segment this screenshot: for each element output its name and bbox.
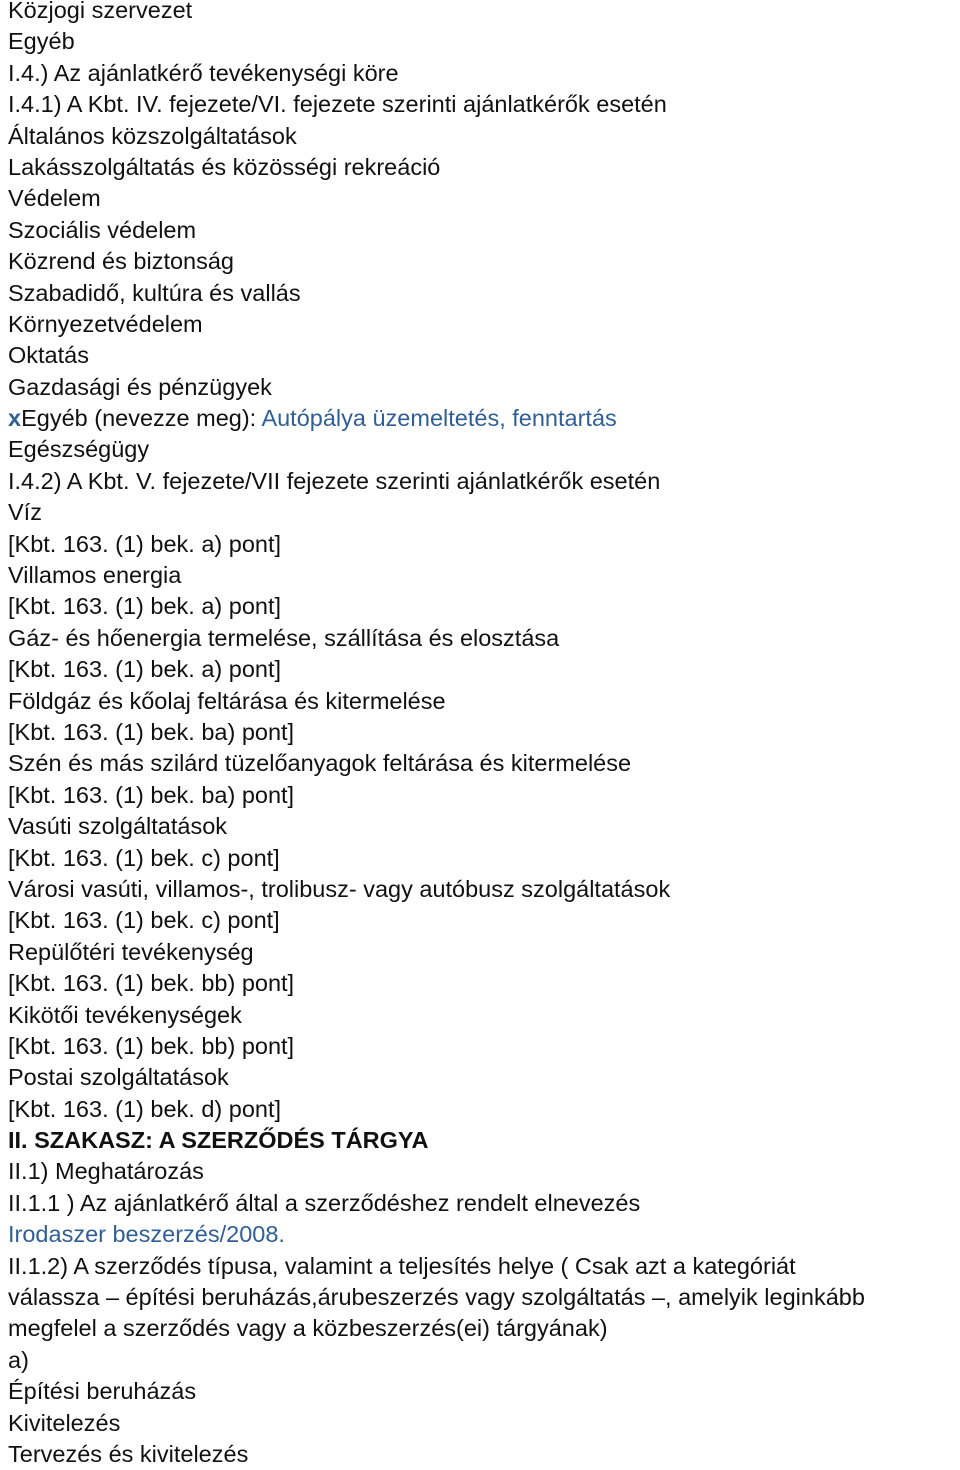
contract-name-label: II.1.1 ) Az ajánlatkérő által a szerződéshez rendelt elnevezés — [8, 1189, 641, 1216]
text-line: Építési beruházás — [8, 1378, 197, 1405]
text-line: Kivitelezés — [8, 1409, 121, 1436]
text-line: [Kbt. 163. (1) bek. a) pont] — [8, 593, 282, 620]
text-line: Földgáz és kőolaj feltárása és kitermelése — [8, 687, 446, 714]
text-line: Általános közszolgáltatások — [8, 122, 297, 149]
text-line: Vasúti szolgáltatások — [8, 813, 228, 840]
text-line: [Kbt. 163. (1) bek. c) pont] — [8, 907, 280, 934]
contract-name-value: Irodaszer beszerzés/2008. — [8, 1221, 285, 1248]
text-line: Lakásszolgáltatás és közösségi rekreáció — [8, 153, 441, 180]
egyeb-label: Egyéb (nevezze meg): — [21, 405, 262, 432]
text-line: Egészségügy — [8, 436, 150, 463]
text-line: Közrend és biztonság — [8, 248, 235, 275]
text-line: Oktatás — [8, 342, 89, 369]
text-line: Villamos energia — [8, 562, 182, 589]
text-line: Egyéb — [8, 28, 75, 55]
document-page — [8, 0, 960, 1470]
text-line: Szabadidő, kultúra és vallás — [8, 279, 301, 306]
text-line: I.4.2) A Kbt. V. fejezete/VII fejezete szerinti ajánlatkérők esetén — [8, 467, 661, 494]
text-line: Víz — [8, 499, 42, 526]
activity-list-utilities — [8, 434, 960, 1125]
text-line: Tervezés és kivitelezés — [8, 1440, 249, 1467]
text-line: Környezetvédelem — [8, 310, 203, 337]
text-line: Repülőtéri tevékenység — [8, 938, 254, 965]
text-line: I.4.) Az ajánlatkérő tevékenységi köre — [8, 59, 399, 86]
text-line: Postai szolgáltatások — [8, 1064, 229, 1091]
text-line: [Kbt. 163. (1) bek. d) pont] — [8, 1095, 282, 1122]
text-line: Gáz- és hőenergia termelése, szállítása és elosztása — [8, 624, 560, 651]
text-line: Közjogi szervezet — [8, 0, 193, 23]
text-line: [Kbt. 163. (1) bek. bb) pont] — [8, 1032, 295, 1059]
contract-type-block — [8, 1251, 960, 1470]
text-line: I.4.1) A Kbt. IV. fejezete/VI. fejezete szerinti ajánlatkérők esetén — [8, 91, 667, 118]
egyeb-line — [8, 403, 960, 434]
text-line: Városi vasúti, villamos-, trolibusz- vagy autóbusz szolgáltatások — [8, 875, 671, 902]
subsection-title: II.1) Meghatározás — [8, 1158, 204, 1185]
text-line: válassza – építési beruházás,árubeszerzés vagy szolgáltatás –, amelyik leginkább — [8, 1284, 865, 1311]
text-line: Szociális védelem — [8, 216, 197, 243]
text-line: megfelel a szerződés vagy a közbeszerzés(ei) tárgyának) — [8, 1315, 608, 1342]
text-line: [Kbt. 163. (1) bek. ba) pont] — [8, 718, 295, 745]
checked-mark: x — [8, 405, 22, 432]
text-line: Szén és más szilárd tüzelőanyagok feltárása és kitermelése — [8, 750, 632, 777]
section-heading: II. SZAKASZ: A SZERZŐDÉS TÁRGYA — [8, 1127, 429, 1154]
text-line: Védelem — [8, 185, 101, 212]
text-line: [Kbt. 163. (1) bek. c) pont] — [8, 844, 280, 871]
text-line: Gazdasági és pénzügyek — [8, 373, 272, 400]
text-line: [Kbt. 163. (1) bek. a) pont] — [8, 656, 282, 683]
activity-list-general — [8, 0, 960, 403]
text-line: [Kbt. 163. (1) bek. a) pont] — [8, 530, 282, 557]
text-line: [Kbt. 163. (1) bek. ba) pont] — [8, 781, 295, 808]
text-line: [Kbt. 163. (1) bek. bb) pont] — [8, 970, 295, 997]
text-line: Kikötői tevékenységek — [8, 1001, 242, 1028]
egyeb-value: Autópálya üzemeltetés, fenntartás — [261, 405, 617, 432]
text-line: II.1.2) A szerződés típusa, valamint a teljesítés helye ( Csak azt a kategóriát — [8, 1252, 796, 1279]
text-line: a) — [8, 1346, 29, 1373]
